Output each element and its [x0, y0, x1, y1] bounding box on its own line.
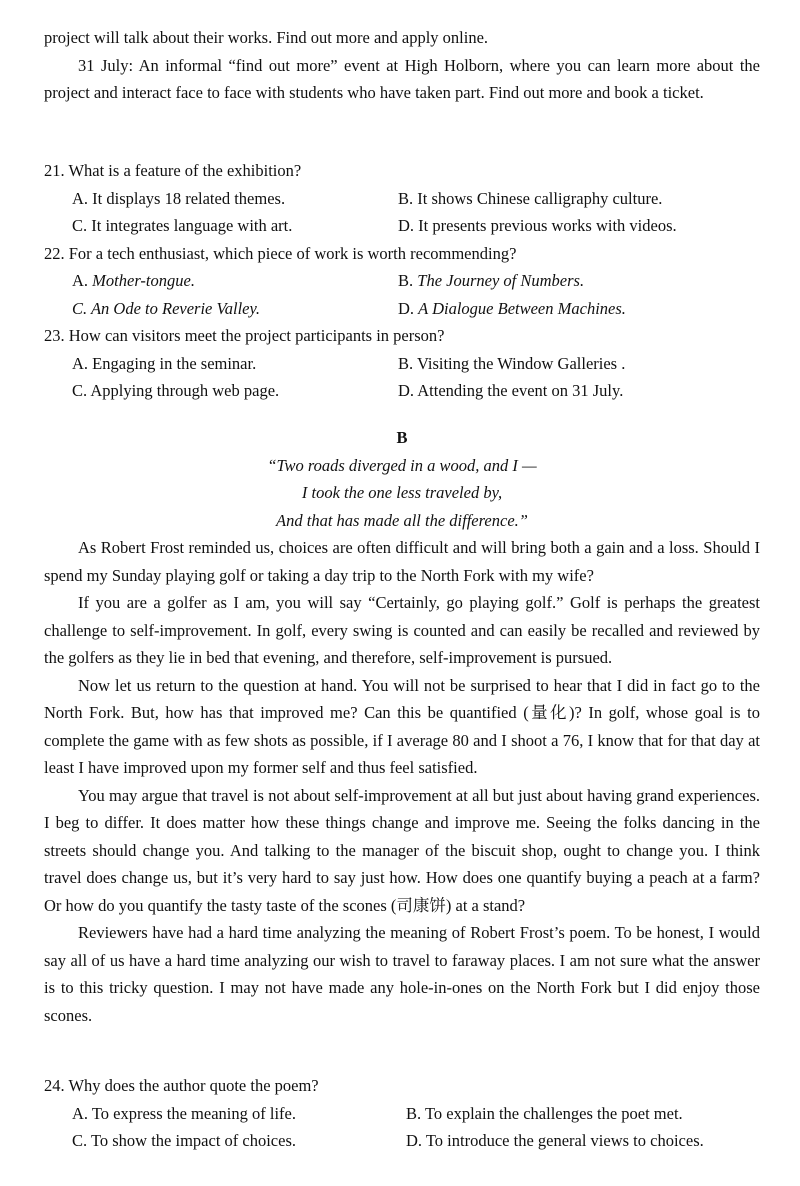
intro-line: project will talk about their works. Find out more and apply online. [44, 28, 489, 47]
intro-section [44, 24, 760, 107]
option-b[interactable] [398, 267, 760, 295]
passage-paragraph: You may argue that travel is not about self-improvement at all but just about having grand experiences. I beg to differ. It does matter how these things change and improve me. Seeing the folks dancing in the streets should change you. And talking to the manager of the biscuit shop, ought to change you. I think travel does change us, but it’s very hard to say just how. How does one quantify buying a peach at a farm? Or how do you quantify the tasty taste of the scones (司康饼) at a stand? [44, 785, 760, 915]
option-b[interactable]: B. Visiting the Window Galleries . [398, 353, 626, 373]
passage-paragraph: If you are a golfer as I am, you will say “Certainly, go playing golf.” Golf is perhaps the greatest challenge to self-improvement. In golf, every swing is counted and can easily be recalled and reviewed by the golfers as they lie in bed that evening, and therefore, self-improvement is pursued. [44, 593, 760, 667]
questions-a [44, 157, 760, 405]
poem-line: I took the one less traveled by, [301, 483, 503, 502]
question-stem: 22. For a tech enthusiast, which piece of work is worth recommending? [44, 243, 517, 263]
option-a[interactable]: A. Engaging in the seminar. [72, 353, 257, 373]
option-letter: B. [398, 271, 418, 290]
intro-paragraph: 31 July: An informal “find out more” event at High Holborn, where you can learn more about the project and interact face to face with students who have taken part. Find out more and book a ticket. [44, 55, 760, 102]
option-title: Mother-tongue. [92, 271, 195, 290]
question-21 [44, 157, 760, 240]
poem-line: And that has made all the difference.” [276, 510, 528, 530]
option-letter: A. [72, 271, 93, 290]
poem-line: “Two roads diverged in a wood, and I — [267, 455, 537, 475]
option-title: The Journey of Numbers. [417, 271, 585, 290]
option-title: A Dialogue Between Machines. [418, 298, 626, 318]
question-24 [44, 1072, 760, 1155]
option-c[interactable]: C. To show the impact of choices. [72, 1131, 296, 1150]
option-b[interactable]: B. It shows Chinese calligraphy culture. [398, 188, 663, 208]
option-a[interactable]: A. It displays 18 related themes. [72, 188, 286, 208]
question-22 [44, 240, 760, 323]
option-c[interactable] [72, 295, 398, 323]
option-b[interactable]: B. To explain the challenges the poet met. [406, 1103, 683, 1123]
option-d[interactable]: D. It presents previous works with videos. [398, 216, 677, 235]
option-d[interactable] [398, 295, 760, 323]
passage-paragraph: Reviewers have had a hard time analyzing the meaning of Robert Frost’s poem. To be honest, I would say all of us have a hard time analyzing our wish to travel to faraway places. I am not sure what the answer is to this tricky question. I may not have made any hole-in-ones on the North Fork but I did enjoy those scones. [44, 923, 760, 1025]
question-23 [44, 322, 760, 405]
option-letter: C. [72, 298, 91, 318]
section-label: B [396, 428, 408, 447]
question-stem: 23. How can visitors meet the project participants in person? [44, 326, 445, 345]
question-stem: 21. What is a feature of the exhibition? [44, 161, 302, 180]
poem-quote [44, 452, 760, 535]
option-d[interactable]: D. To introduce the general views to choices. [406, 1131, 704, 1150]
option-d[interactable]: D. Attending the event on 31 July. [398, 381, 624, 400]
option-a[interactable]: A. To express the meaning of life. [72, 1103, 296, 1123]
option-c[interactable]: C. It integrates language with art. [72, 216, 293, 235]
option-letter: D. [398, 298, 419, 318]
passage [44, 534, 760, 1029]
passage-paragraph: As Robert Frost reminded us, choices are often difficult and will bring both a gain and a loss. Should I spend my Sunday playing golf or taking a day trip to the North Fork with my wife? [44, 538, 760, 585]
question-stem: 24. Why does the author quote the poem? [44, 1076, 319, 1095]
passage-paragraph: Now let us return to the question at hand. You will not be surprised to hear that I did in fact go to the North Fork. But, how has that improved me? Can this be quantified (量化)? In golf, whose goal is to complete the game with as few shots as possible, if I average 80 and I shoot a 76, I know that for that day at least I have improved upon my former self and thus feel satisfied. [44, 675, 760, 777]
option-title: An Ode to Reverie Valley. [90, 298, 261, 318]
section-b [44, 424, 760, 1029]
option-c[interactable]: C. Applying through web page. [72, 381, 280, 400]
option-a[interactable] [72, 267, 398, 295]
